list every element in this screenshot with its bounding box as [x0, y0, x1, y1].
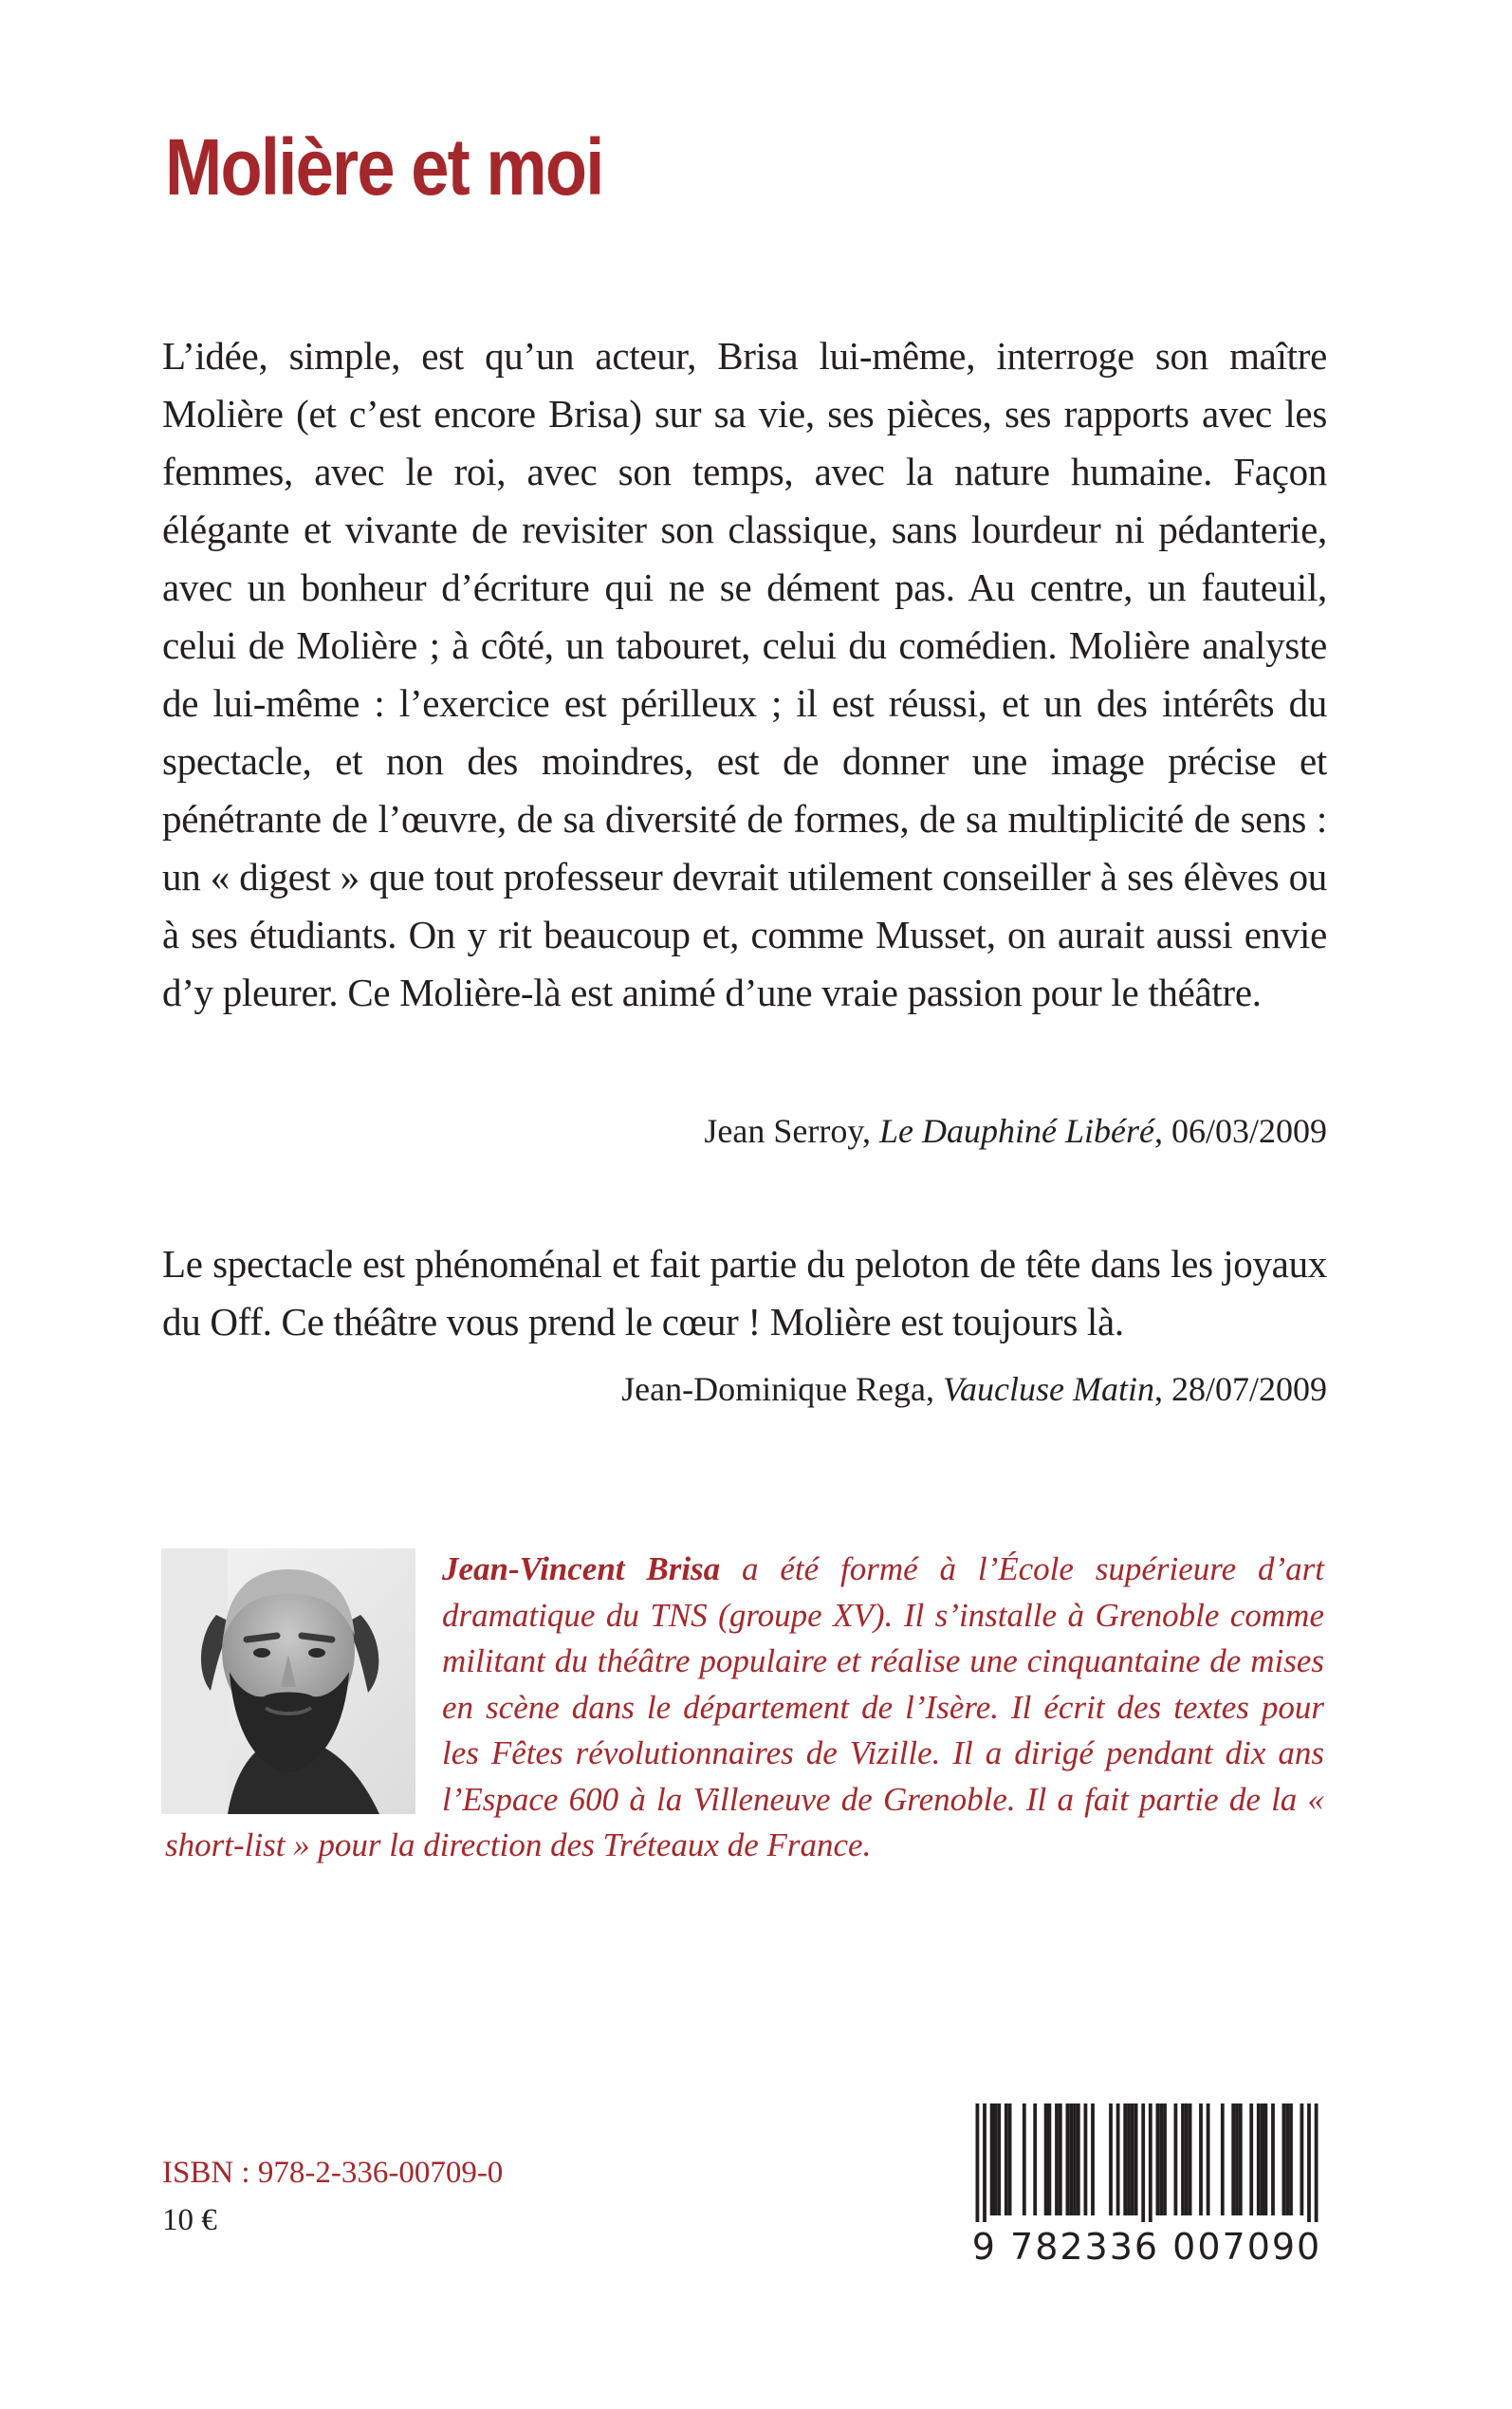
bio-photo-spacer — [165, 1547, 442, 1820]
barcode-bar — [1156, 2103, 1160, 2215]
barcode-bar — [1109, 2103, 1113, 2215]
isbn-number: ISBN : 978-2-336-00709-0 — [162, 2156, 504, 2190]
author-bio — [165, 1547, 1324, 1869]
barcode-bar — [1307, 2103, 1311, 2222]
bio-text: a été formé à l’École supérieure d’art dramatique du TNS (groupe XV). Il s’installe à Grenoble comme militant du théâtre populaire et réalise une cinquantaine de mises en scène dans le département de l’Isère. Il écrit des textes pour les Fêtes révolutionnaires de Vizille. Il a dirigé pendant dix ans l’Espace 600 à la Villeneuve de Grenoble. Il a fait partie de la « short-list » pour la direction des Tréteaux de France. — [165, 1550, 1324, 1863]
barcode-bar — [1289, 2103, 1293, 2215]
review-text-2: Le spectacle est phénoménal et fait partie du peloton de tête dans les joyaux du Off. Ce théâtre vous prend le cœur ! Molière est toujours là. — [162, 1242, 1327, 1343]
barcode-bar — [1257, 2103, 1261, 2215]
barcode-bar — [1023, 2103, 1026, 2215]
review-date-2: , 28/07/2009 — [1153, 1370, 1327, 1408]
barcode-bar — [1149, 2103, 1152, 2222]
barcode-bar — [1033, 2103, 1037, 2215]
review-attribution-1 — [704, 1110, 1327, 1152]
bio-author-name: Jean-Vincent Brisa — [442, 1550, 721, 1587]
barcode-bar — [1159, 2103, 1163, 2215]
barcode-bar — [1141, 2103, 1145, 2222]
book-title: Molière et moi — [165, 122, 603, 212]
barcode-digits: 9 782336 007090 — [971, 2226, 1322, 2268]
barcode-bar — [1239, 2103, 1243, 2215]
barcode-bar — [1131, 2103, 1134, 2215]
barcode-bar — [1181, 2103, 1185, 2215]
barcode-bar — [1264, 2103, 1268, 2215]
review-text-1: L’idée, simple, est qu’un acteur, Brisa lui-même, interroge son maître Molière (et c’est encore Brisa) sur sa vie, ses pièces, ses rapports avec les femmes, avec le roi, avec son temps, avec la nature humaine. Façon élégante et vivante de revisiter son classique, sans lourdeur ni pédanterie, avec un bonheur d’écriture qui ne se dément pas. Au centre, un fauteuil, celui de Molière ; à côté, un tabouret, celui du comédien. Molière analyste de lui-même : l’exercice est périlleux ; il est réussi, et un des intérêts du spectacle, et non des moindres, est de donner une image précise et pénétrante de l’œuvre, de sa diversité de formes, de sa multiplicité de sens : un « digest » que tout professeur devrait utilement conseiller à ses élèves ou à ses étudiants. On y rit beaucoup et, comme Musset, on aurait aussi envie d’y pleurer. Ce Molière-là est animé d’une vraie passion pour le théâtre. — [162, 334, 1327, 1014]
barcode-bars — [970, 2103, 1323, 2222]
barcode-bar — [1123, 2103, 1127, 2215]
barcode-bar — [1073, 2103, 1077, 2215]
barcode-bar — [1059, 2103, 1062, 2215]
barcode-bar — [1221, 2103, 1225, 2215]
barcode-bar — [1116, 2103, 1120, 2215]
review-publication-1: Le Dauphiné Libéré — [879, 1112, 1154, 1150]
review-author-2: Jean-Dominique Rega, — [621, 1370, 944, 1408]
barcode-bar — [1005, 2103, 1008, 2215]
barcode-bar — [1300, 2103, 1304, 2215]
barcode-bar — [1127, 2103, 1131, 2215]
barcode-bar — [1285, 2103, 1289, 2215]
barcode-bar — [1235, 2103, 1239, 2215]
barcode-bar — [976, 2103, 980, 2222]
barcode-bar — [1084, 2103, 1088, 2215]
barcode-bar — [990, 2103, 994, 2215]
review-date-1: , 06/03/2009 — [1153, 1112, 1327, 1150]
barcode-bar — [1048, 2103, 1052, 2215]
barcode-bar — [1066, 2103, 1070, 2215]
barcode-bar — [994, 2103, 998, 2215]
barcode-bar — [1163, 2103, 1167, 2215]
price: 10 € — [162, 2203, 217, 2237]
barcode-bar — [1231, 2103, 1235, 2215]
review-attribution-2 — [621, 1368, 1327, 1410]
barcode-bar — [1077, 2103, 1080, 2215]
barcode-bar — [1091, 2103, 1095, 2215]
review-publication-2: Vaucluse Matin — [943, 1370, 1154, 1408]
barcode-bar — [1261, 2103, 1264, 2215]
barcode-bar — [1044, 2103, 1048, 2215]
barcode-bar — [1185, 2103, 1189, 2215]
barcode-bar — [1189, 2103, 1192, 2215]
barcode-bar — [1134, 2103, 1138, 2215]
barcode-bar — [1199, 2103, 1203, 2215]
barcode-bar — [1008, 2103, 1012, 2215]
barcode-bar — [1207, 2103, 1210, 2215]
barcode-bar — [1069, 2103, 1073, 2215]
barcode-bar — [1055, 2103, 1059, 2215]
barcode-bar — [997, 2103, 1001, 2215]
barcode-bar — [1315, 2103, 1318, 2222]
barcode-bar — [1271, 2103, 1275, 2215]
review-author-1: Jean Serroy, — [704, 1112, 880, 1150]
barcode-bar — [1282, 2103, 1286, 2215]
barcode-bar — [1174, 2103, 1178, 2215]
barcode-bar — [983, 2103, 986, 2222]
barcode-bar — [1249, 2103, 1253, 2215]
